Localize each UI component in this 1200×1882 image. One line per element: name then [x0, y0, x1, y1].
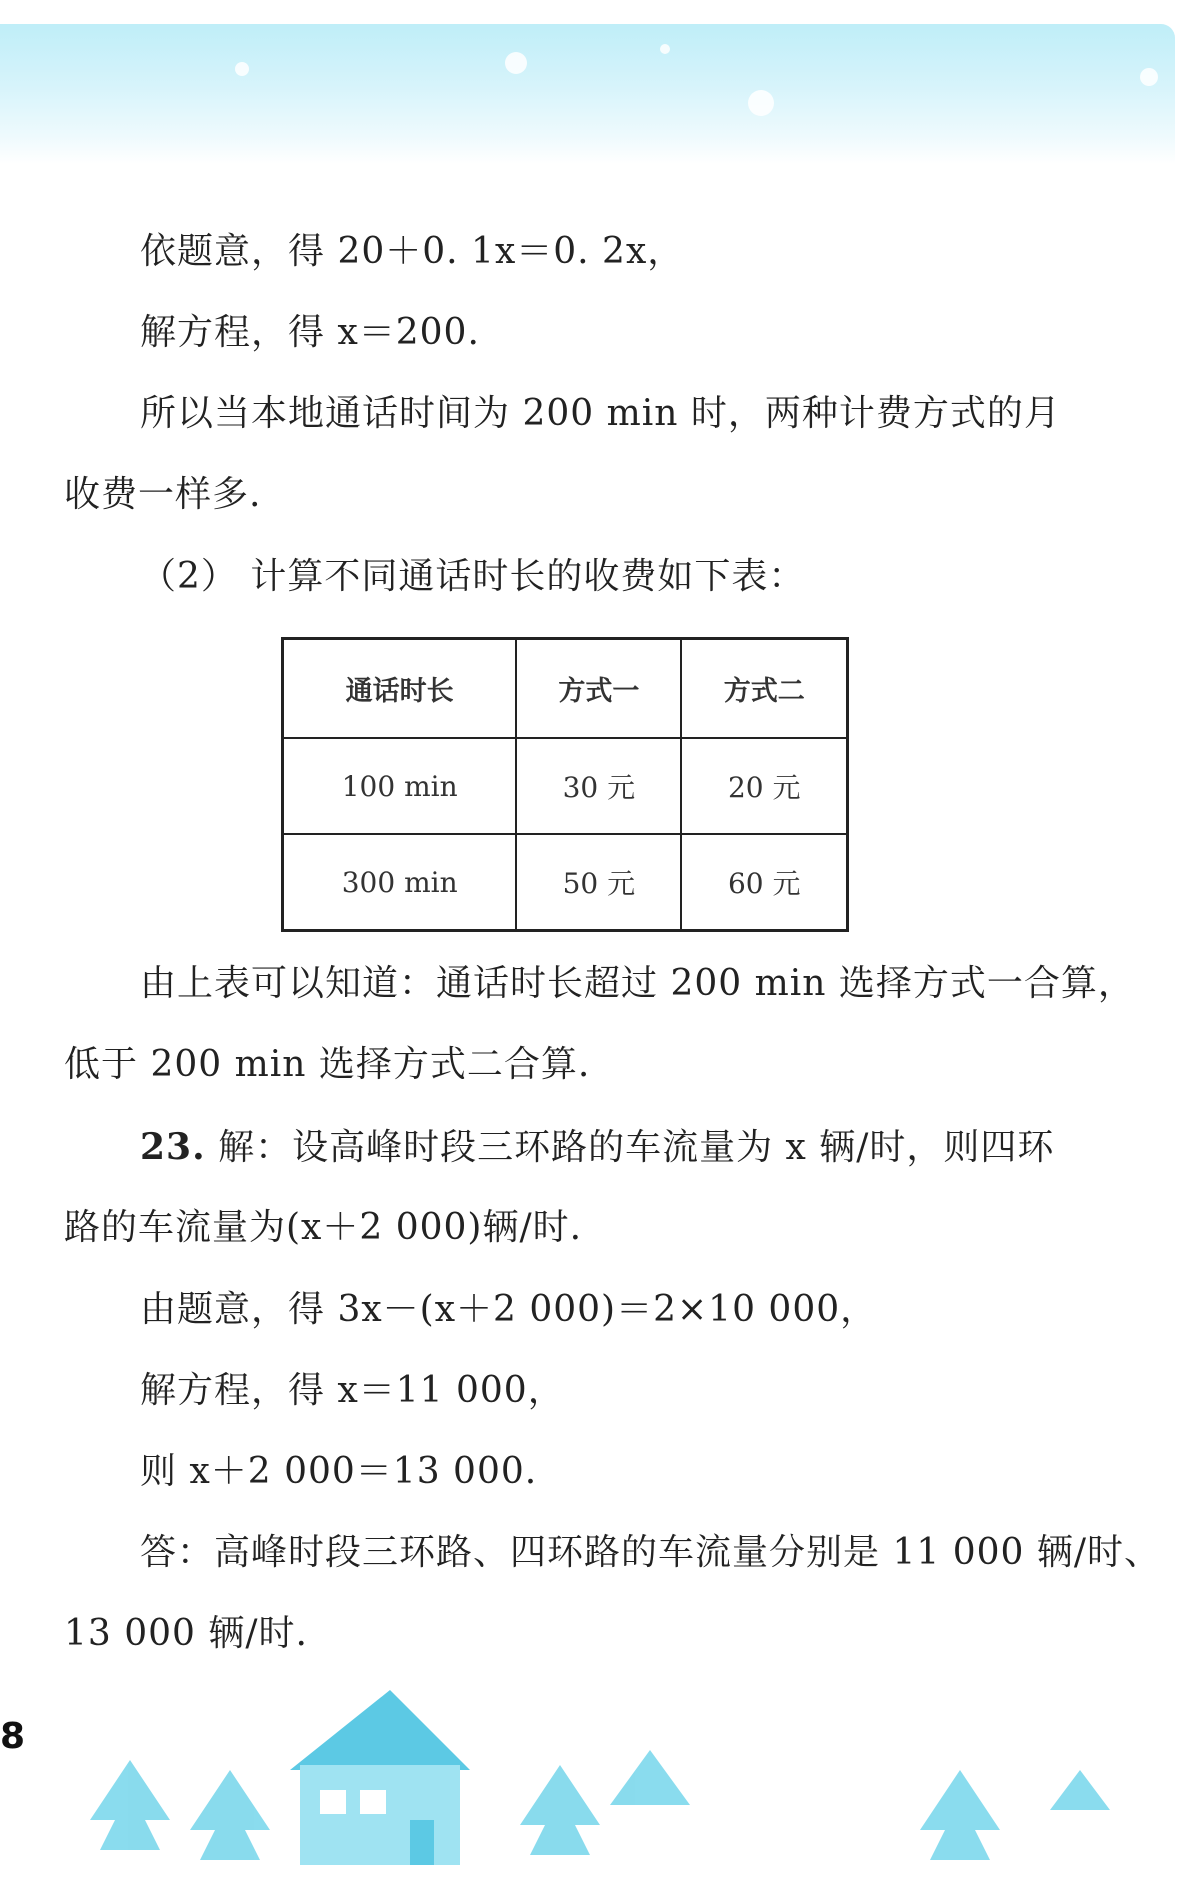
table-row: [283, 834, 848, 931]
text-line: 低于 200 min 选择方式二合算.: [64, 1044, 591, 1085]
winter-house-illustration: [0, 1660, 1200, 1882]
text-line: （2） 计算不同通话时长的收费如下表：: [140, 556, 806, 597]
table-cell: 60 元: [681, 834, 847, 931]
table-cell: 30 元: [516, 738, 681, 834]
text-line: 所以当本地通话时间为 200 min 时，两种计费方式的月: [140, 393, 1061, 434]
text-line: 由题意，得 3x－(x＋2 000)＝2×10 000，: [140, 1289, 878, 1330]
table-header-cell: 通话时长: [283, 639, 517, 739]
page-number: 8: [0, 1716, 26, 1757]
top-decorative-banner: [0, 24, 1175, 164]
pine-tree-icon: [520, 1765, 600, 1855]
snow-dot: [1140, 68, 1158, 86]
table-header-cell: 方式二: [681, 639, 847, 739]
table-row: [283, 738, 848, 834]
text-span: 解：设高峰时段三环路的车流量为 x 辆/时，则四环: [205, 1127, 1055, 1168]
text-line: 13 000 辆/时.: [64, 1613, 308, 1654]
pine-tree-icon: [920, 1770, 1000, 1860]
text-line: 答：高峰时段三环路、四环路的车流量分别是 11 000 辆/时、: [140, 1532, 1161, 1573]
snow-dot: [505, 52, 527, 74]
snow-dot: [748, 90, 774, 116]
snow-dot: [660, 44, 670, 54]
table-cell: 20 元: [681, 738, 847, 834]
fee-comparison-table: [281, 637, 849, 932]
snow-dot: [235, 62, 249, 76]
text-line: 收费一样多.: [64, 474, 262, 515]
text-line: 解方程，得 x＝11 000，: [140, 1370, 565, 1411]
text-line: 则 x＋2 000＝13 000.: [140, 1451, 538, 1492]
text-line: [140, 1125, 1054, 1170]
table-header-row: [283, 639, 848, 739]
table-header-cell: 方式一: [516, 639, 681, 739]
pine-tree-icon: [190, 1770, 270, 1860]
text-line: 由上表可以知道：通话时长超过 200 min 选择方式一合算，: [140, 963, 1135, 1004]
question-number: 23.: [140, 1126, 206, 1168]
table-cell: 50 元: [516, 834, 681, 931]
text-line: 依题意，得 20＋0. 1x＝0. 2x，: [140, 231, 685, 272]
table-cell: 100 min: [283, 738, 517, 834]
text-line: 解方程，得 x＝200.: [140, 312, 480, 353]
pine-tree-icon: [610, 1750, 690, 1805]
pine-tree-icon: [90, 1760, 170, 1850]
table-cell: 300 min: [283, 834, 517, 931]
pine-tree-icon: [1050, 1770, 1110, 1810]
text-line: 路的车流量为(x＋2 000)辆/时.: [64, 1207, 583, 1248]
house-icon: [290, 1690, 470, 1865]
